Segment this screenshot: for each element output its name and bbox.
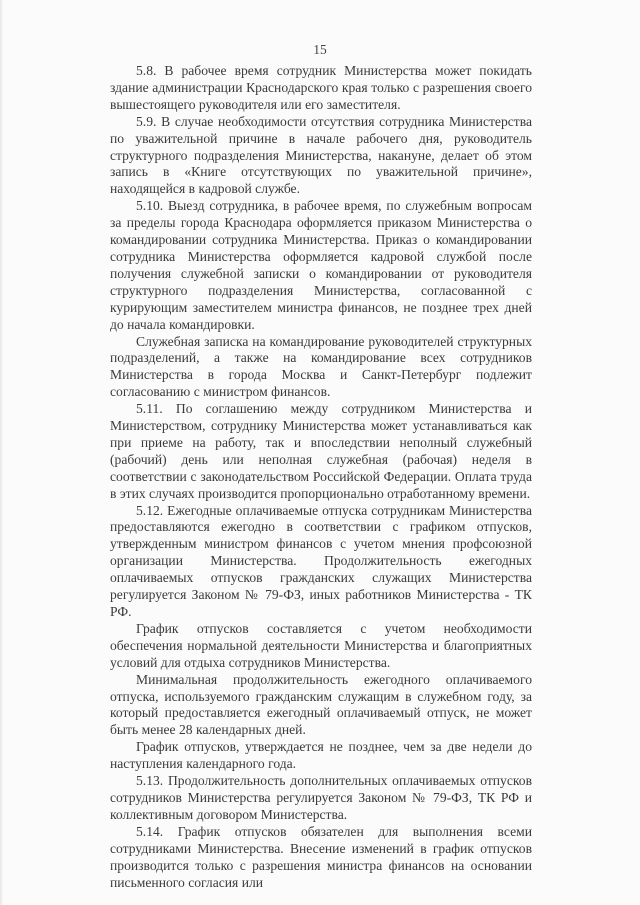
- paragraph-5-11: 5.11. По соглашению между сотрудником Министерства и Министерством, сотруднику Министерства может устанавливаться как при приеме на работу, так и впоследствии неполный служебный (рабочий) день или неполная служебная (рабочая) неделя в соответствии с законодательством Российской Федерации. Оплата труда в этих случаях производится пропорционально отработанному времени.: [110, 401, 532, 501]
- paragraph-5-13: 5.13. Продолжительность дополнительных оплачиваемых отпусков сотрудников Министерства регулируется Законом № 79-ФЗ, ТК РФ и коллективным договором Министерства.: [110, 773, 532, 822]
- scan-edge-shadow: [0, 0, 3, 905]
- paragraph-schedule-approval: График отпусков, утверждается не позднее, чем за две недели до наступления календарного года.: [110, 739, 532, 772]
- paragraph-vacation-schedule: График отпусков составляется с учетом необходимости обеспечения нормальной деятельности Министерства и благоприятных условий для отдыха сотрудников Министерства.: [110, 620, 532, 670]
- paragraph-5-10: 5.10. Выезд сотрудника, в рабочее время, по служебным вопросам за пределы города Краснодара оформляется приказом Министерства о командировании сотрудника Министерства. Приказ о командировании сотрудника Министерства оформляется кадровой службой после получения служебной записки о командировании от руководителя структурного подразделения Министерства, согласованной с курирующим заместителем министра финансов, не позднее трех дней до начала командировки.: [110, 198, 532, 332]
- paragraph-5-14: 5.14. График отпусков обязателен для выполнения всеми сотрудниками Министерства. Внесение изменений в график отпусков производится только с разрешения министра финансов на основании письменного согласия или: [110, 823, 532, 890]
- paragraph-5-12: 5.12. Ежегодные оплачиваемые отпуска сотрудникам Министерства предоставляются ежегодно в соответствии с графиком отпусков, утвержденным министром финансов с учетом мнения профсоюзной организации Министерства. Продолжительность ежегодных оплачиваемых отпусков гражданских служащих Министерства регулируется Законом № 79-ФЗ, иных работников Министерства - ТК РФ.: [110, 502, 532, 619]
- paragraph-minimum-vacation: Минимальная продолжительность ежегодного оплачиваемого отпуска, используемого гражданским служащим в служебном году, за который предоставляется ежегодный оплачиваемый отпуск, не может быть менее 28 календарных дней.: [110, 671, 532, 738]
- paragraph-memo-approval: Служебная записка на командирование руководителей структурных подразделений, а также на командирование всех сотрудников Министерства в города Москва и Санкт-Петербург подлежит согласованию с министром финансов.: [110, 333, 532, 400]
- page-number: 15: [313, 42, 327, 57]
- paragraph-5-8: 5.8. В рабочее время сотрудник Министерства может покидать здание администрации Краснодарского края только с разрешения своего вышестоящего руководителя или его заместителя.: [110, 63, 532, 112]
- document-body: [110, 63, 532, 891]
- paragraph-5-9: 5.9. В случае необходимости отсутствия сотрудника Министерства по уважительной причине в начале рабочего дня, руководитель структурного подразделения Министерства, накануне, делает об этом запись в «Книге отсутствующих по уважительной причине», находящейся в кадровой службе.: [110, 113, 532, 197]
